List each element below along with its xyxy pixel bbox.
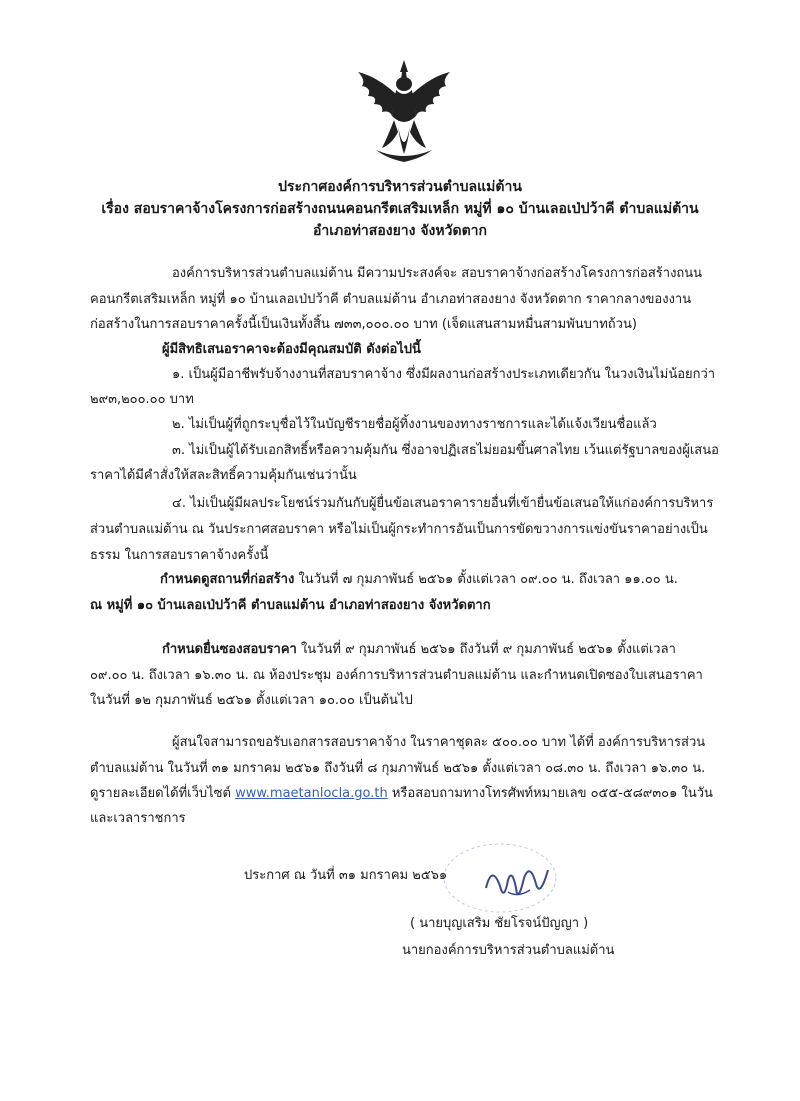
website-prefix: ดูรายละเอียดได้ที่เว็บไซต์	[90, 786, 236, 801]
garuda-emblem-icon	[352, 58, 456, 170]
signatory-position: นายกองค์การบริหารส่วนตำบลแม่ต้าน	[402, 943, 615, 958]
qualification-item-4: ๔. ไม่เป็นผู้มีผลประโยชน์ร่วมกันกับผู้ยื่นข้อเสนอราคารายอื่นที่เข้ายื่นข้อเสนอให้แก่องค์การบริหาร	[172, 496, 714, 511]
qualification-item-3: ๓. ไม่เป็นผู้ได้รับเอกสิทธิ์หรือความคุ้มกัน ซึ่งอาจปฏิเสธไม่ยอมขึ้นศาลไทย เว้นแต่รัฐบาลของผู้เสนอ	[172, 443, 719, 458]
phone-info: หรือสอบถามทางโทรศัพท์หมายเลข ๐๕๕-๕๘๙๓๐๑ ในวัน	[387, 786, 713, 801]
site-visit-date: ในวันที่ ๗ กุมภาพันธ์ ๒๕๖๑ ตั้งแต่เวลา ๐๙.๐๐ น. ถึงเวลา ๑๑.๐๐ น.	[294, 572, 678, 587]
website-line	[90, 784, 713, 804]
office-hours-line: และเวลาราชการ	[90, 811, 186, 826]
document-purchase-cont: ตำบลแม่ต้าน ในวันที่ ๓๑ มกราคม ๒๕๖๑ ถึงวันที่ ๘ กุมภาพันธ์ ๒๕๖๑ ตั้งแต่เวลา ๐๘.๓๐ น. ถึงเวลา ๑๖.๓๐ น.	[90, 761, 706, 776]
qualification-heading: ผู้มีสิทธิเสนอราคาจะต้องมีคุณสมบัติ ดังต่อไปนี้	[162, 342, 421, 357]
qualification-item-4-cont: ส่วนตำบลแม่ต้าน ณ วันประกาศสอบราคา หรือไม่เป็นผู้กระทำการอันเป็นการขัดขวางการแข่งขันราคาอย่างเป็น	[90, 522, 708, 537]
bid-opening-line: ในวันที่ ๑๒ กุมภาพันธ์ ๒๕๖๑ ตั้งแต่เวลา ๑๐.๐๐ เป็นต้นไป	[90, 693, 413, 708]
site-visit-label: กำหนดดูสถานที่ก่อสร้าง	[160, 572, 295, 587]
site-visit-location: ณ หมู่ที่ ๑๐ บ้านเลอเป่ปว้าคี ตำบลแม่ต้าน อำเภอท่าสองยาง จังหวัดตาก	[90, 598, 491, 613]
qualification-item-2: ๒. ไม่เป็นผู้ที่ถูกระบุชื่อไว้ในบัญชีรายชื่อผู้ทิ้งงานของทางราชการและได้แจ้งเวียนชื่อแล้ว	[172, 417, 657, 432]
qualification-item-4-cont: ธรรม ในการสอบราคาจ้างครั้งนี้	[90, 548, 269, 563]
bid-submission-date: ในวันที่ ๙ กุมภาพันธ์ ๒๕๖๑ ถึงวันที่ ๙ กุมภาพันธ์ ๒๕๖๑ ตั้งแต่เวลา	[296, 642, 676, 657]
announcement-district: อำเภอท่าสองยาง จังหวัดตาก	[313, 223, 487, 239]
paragraph-intro-line: องค์การบริหารส่วนตำบลแม่ต้าน มีความประสงค์จะ สอบราคาจ้างก่อสร้างโครงการก่อสร้างถนน	[172, 266, 703, 281]
bid-submission-cont: ๐๙.๐๐ น. ถึงเวลา ๑๖.๓๐ น. ณ ห้องประชุม องค์การบริหารส่วนตำบลแม่ต้าน และกำหนดเปิดซองใบเสนอราคา	[90, 668, 703, 683]
qualification-item-3-cont: ราคาได้มีคำสั่งให้สละสิทธิ์ความคุ้มกันเช่นว่านั้น	[90, 468, 357, 483]
announcement-subject: เรื่อง สอบราคาจ้างโครงการก่อสร้างถนนคอนกรีตเสริมเหล็ก หมู่ที่ ๑๐ บ้านเลอเป่ปว้าคี ตำบลแม่ต้าน	[101, 201, 699, 217]
handwritten-signature-icon	[478, 858, 558, 914]
announcement-date: ประกาศ ณ วันที่ ๓๑ มกราคม ๒๕๖๑	[244, 868, 448, 883]
paragraph-intro-line: คอนกรีตเสริมเหล็ก หมู่ที่ ๑๐ บ้านเลอเป่ปว้าคี ตำบลแม่ต้าน อำเภอท่าสองยาง จังหวัดตาก ราคากลางของงาน	[90, 292, 692, 307]
website-link[interactable]: www.maetanlocla.go.th	[235, 786, 388, 801]
site-visit-line	[160, 570, 678, 590]
signatory-name: ( นายบุญเสริม ชัยโรจน์ปัญญา )	[410, 916, 589, 931]
bid-submission-label: กำหนดยื่นซองสอบราคา	[162, 642, 297, 657]
qualification-item-1-cont: ๒๙๓,๒๐๐.๐๐ บาท	[90, 392, 194, 407]
document-purchase-line: ผู้สนใจสามารถขอรับเอกสารสอบราคาจ้าง ในราคาชุดละ ๕๐๐.๐๐ บาท ได้ที่ องค์การบริหารส่วน	[172, 735, 706, 750]
announcement-org-title: ประกาศองค์การบริหารส่วนตำบลแม่ต้าน	[278, 179, 522, 195]
qualification-item-1: ๑. เป็นผู้มีอาชีพรับจ้างงานที่สอบราคาจ้าง ซึ่งมีผลงานก่อสร้างประเภทเดียวกัน ในวงเงินไม่น้อยกว่า	[172, 367, 716, 382]
bid-submission-line	[162, 640, 676, 660]
paragraph-intro-line: ก่อสร้างในการสอบราคาครั้งนี้เป็นเงินทั้งสิ้น ๗๓๓,๐๐๐.๐๐ บาท (เจ็ดแสนสามหมื่นสามพันบาทถ้วน)	[90, 317, 637, 332]
